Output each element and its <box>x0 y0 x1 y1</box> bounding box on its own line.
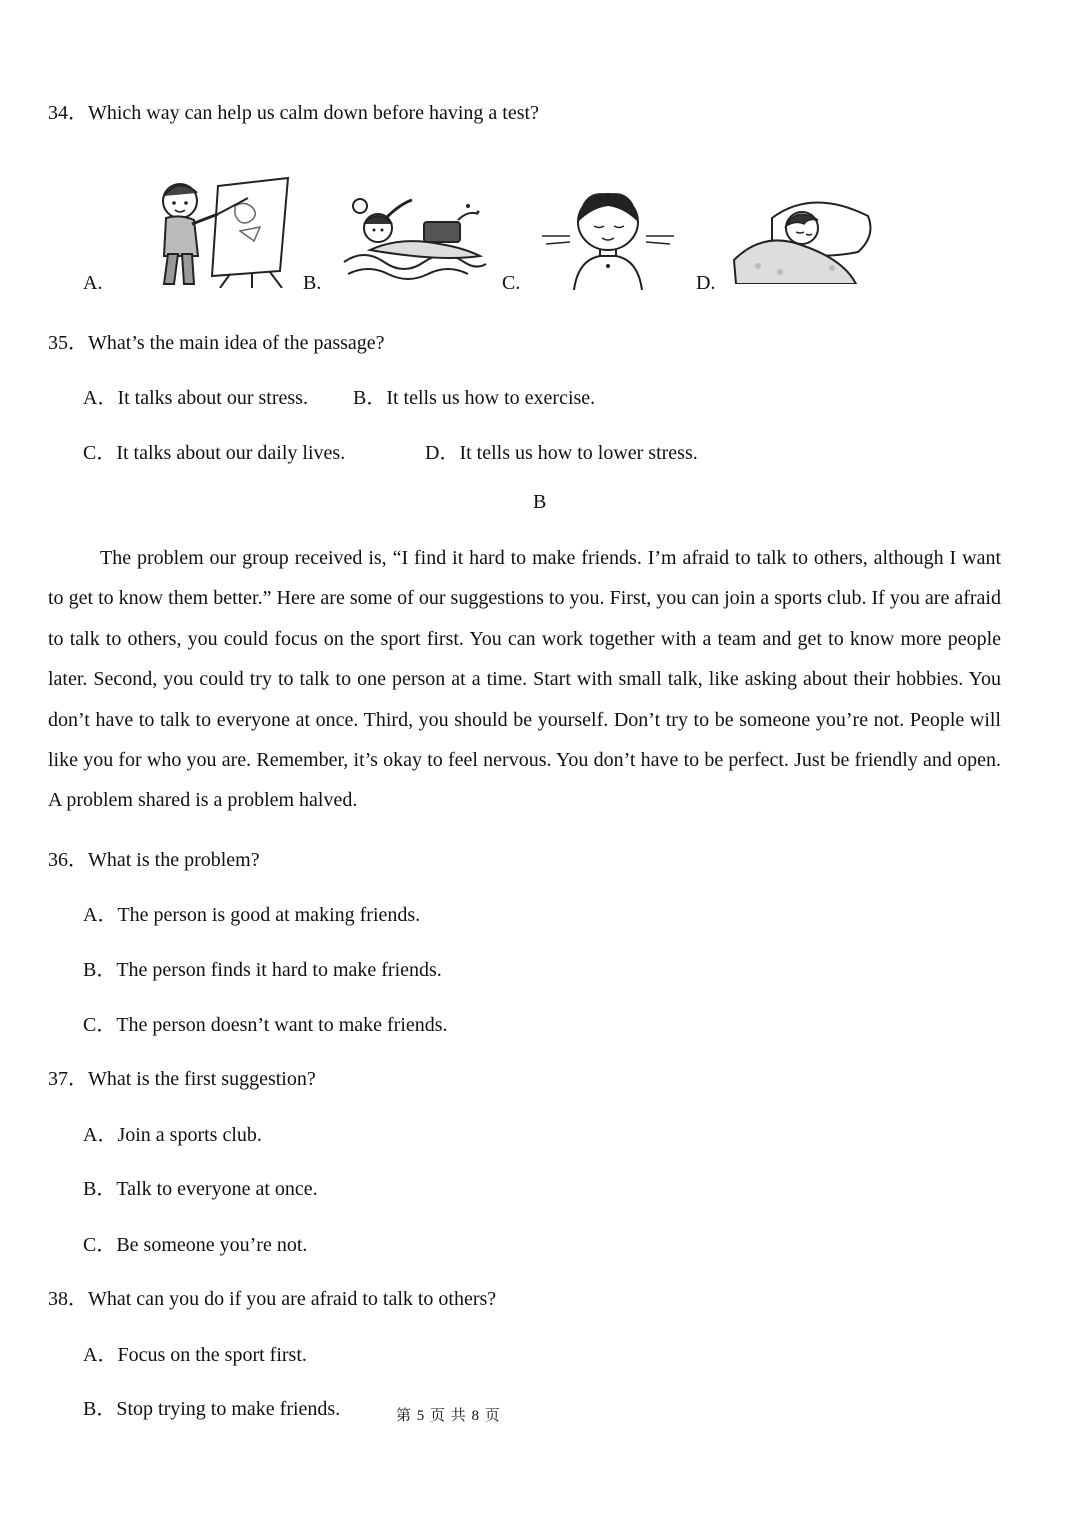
q36-option-c[interactable]: C．The person doesn’t want to make friends. <box>83 1014 448 1036</box>
q34-option-a-letter[interactable]: A. <box>83 272 103 294</box>
q35-option-b[interactable]: B．It tells us how to exercise. <box>353 387 596 409</box>
q34-option-b-letter[interactable]: B. <box>303 272 322 294</box>
q37-option-a[interactable]: A．Join a sports club. <box>83 1124 262 1146</box>
section-b-passage: The problem our group received is, “I find it hard to make friends. I’m afraid to talk to others, although I want to get to know them better.” Here are some of our suggestions to you. First, you can join a sports club. If you are afraid to talk to others, you could focus on the sport first. You can work together with a team and get to know more people later. Second, you could try to talk to one person at a time. Start with small talk, like asking about their hobbies. You don’t have to talk to everyone at once. Third, you should be yourself. Don’t try to be someone you’re not. People will like you for who you are. Remember, it’s okay to feel nervous. You don’t have to be perfect. Just be friendly and open. A problem shared is a problem halved. <box>48 547 1001 812</box>
page-number-footer: 第 5 页 共 8 页 <box>396 1408 501 1424</box>
q38-option-b[interactable]: B．Stop trying to make friends. <box>83 1398 341 1420</box>
swimming-girl-icon <box>340 192 490 284</box>
q35-option-d[interactable]: D．It tells us how to lower stress. <box>425 442 698 464</box>
painting-boy-icon <box>140 176 295 288</box>
question-37: 37．What is the first suggestion? <box>48 1068 316 1090</box>
question-36: 36．What is the problem? <box>48 849 260 871</box>
q34-option-c-letter[interactable]: C. <box>502 272 521 294</box>
question-34: 34．Which way can help us calm down before having a test? <box>48 102 539 124</box>
question-38: 38．What can you do if you are afraid to talk to others? <box>48 1288 497 1310</box>
sleeping-boy-icon <box>732 192 876 284</box>
q37-option-b[interactable]: B．Talk to everyone at once. <box>83 1178 318 1200</box>
q36-option-b[interactable]: B．The person finds it hard to make friends. <box>83 959 442 981</box>
section-b-heading: B <box>533 491 547 513</box>
breathing-girl-icon <box>540 192 676 290</box>
question-35: 35．What’s the main idea of the passage? <box>48 332 385 354</box>
q34-option-d-letter[interactable]: D. <box>696 272 716 294</box>
q35-option-a[interactable]: A．It talks about our stress. <box>83 387 308 409</box>
q38-option-a[interactable]: A．Focus on the sport first. <box>83 1344 307 1366</box>
q36-option-a[interactable]: A．The person is good at making friends. <box>83 904 421 926</box>
q35-option-c[interactable]: C．It talks about our daily lives. <box>83 442 346 464</box>
q37-option-c[interactable]: C．Be someone you’re not. <box>83 1234 308 1256</box>
